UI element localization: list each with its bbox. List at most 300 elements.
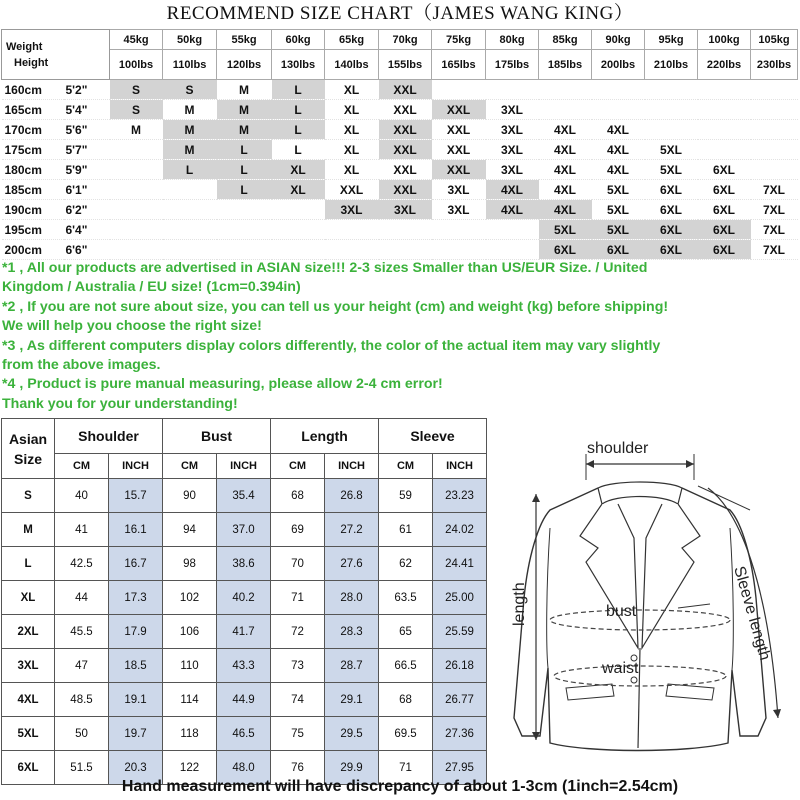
measure-inch-value: 29.5 — [325, 717, 379, 751]
measure-cm-value: 68 — [379, 683, 433, 717]
height-cm: 160cm — [2, 80, 64, 100]
size-cell: 4XL — [486, 180, 539, 200]
measure-cm-value: 65 — [379, 615, 433, 649]
measure-cm-value: 62 — [379, 547, 433, 581]
note-line: Kingdom / Australia / EU size! (1cm=0.394in) — [2, 279, 301, 296]
unit-inch-header: INCH — [433, 454, 487, 479]
weight-kg-cell: 70kg — [379, 30, 432, 50]
measure-cm-value: 70 — [271, 547, 325, 581]
size-cell: 4XL — [539, 160, 592, 180]
measure-inch-value: 37.0 — [217, 513, 271, 547]
note-line: *2 , If you are not sure about size, you can tell us your height (cm) and weight (kg) before shipping! — [2, 298, 669, 315]
sleeve-length-label: Sleeve length — [730, 564, 774, 663]
weight-lbs-cell: 130lbs — [272, 50, 325, 80]
size-cell — [379, 240, 432, 260]
unit-cm-header: CM — [379, 454, 433, 479]
size-cell — [751, 100, 798, 120]
size-cell: 4XL — [539, 180, 592, 200]
weight-lbs-cell: 220lbs — [698, 50, 751, 80]
size-cell: 6XL — [698, 180, 751, 200]
weight-kg-cell: 85kg — [539, 30, 592, 50]
size-cell: M — [163, 140, 217, 160]
size-cell: 7XL — [751, 200, 798, 220]
measure-inch-value: 19.1 — [109, 683, 163, 717]
measure-inch-value: 26.8 — [325, 479, 379, 513]
measure-row — [2, 547, 487, 581]
weight-lbs-cell: 185lbs — [539, 50, 592, 80]
height-cm: 175cm — [2, 140, 64, 160]
size-cell: 7XL — [751, 220, 798, 240]
unit-inch-header: INCH — [325, 454, 379, 479]
measure-group-header: Shoulder — [55, 419, 163, 454]
bust-label: bust — [606, 603, 637, 620]
measure-cm-value: 45.5 — [55, 615, 109, 649]
height-row — [2, 140, 798, 160]
weight-kg-cell: 45kg — [110, 30, 163, 50]
measure-inch-value: 27.95 — [433, 751, 487, 785]
measure-inch-value: 18.5 — [109, 649, 163, 683]
size-cell: L — [217, 180, 272, 200]
weight-kg-cell: 80kg — [486, 30, 539, 50]
jacket-diagram — [488, 418, 800, 776]
size-cell: 4XL — [539, 200, 592, 220]
measure-cm-value: 90 — [163, 479, 217, 513]
measure-cm-value: 59 — [379, 479, 433, 513]
size-cell — [486, 220, 539, 240]
measure-row — [2, 513, 487, 547]
chart-title: RECOMMEND SIZE CHART（JAMES WANG KING） — [166, 3, 634, 24]
weight-kg-cell: 95kg — [645, 30, 698, 50]
size-cell: 7XL — [751, 240, 798, 260]
size-cell: M — [163, 100, 217, 120]
measure-cm-value: 51.5 — [55, 751, 109, 785]
measure-inch-value: 23.23 — [433, 479, 487, 513]
size-cell — [379, 220, 432, 240]
measure-cm-value: 68 — [271, 479, 325, 513]
size-cell: 5XL — [645, 140, 698, 160]
weight-lbs-cell: 110lbs — [163, 50, 217, 80]
measure-cm-value: 74 — [271, 683, 325, 717]
size-cell: XL — [325, 140, 379, 160]
size-name: XL — [2, 581, 55, 615]
size-cell: 6XL — [698, 160, 751, 180]
height-cm: 190cm — [2, 200, 64, 220]
weight-lbs-cell: 155lbs — [379, 50, 432, 80]
measure-inch-value: 17.9 — [109, 615, 163, 649]
size-cell: 5XL — [645, 160, 698, 180]
measure-inch-value: 38.6 — [217, 547, 271, 581]
size-cell: 3XL — [432, 200, 486, 220]
size-cell — [645, 100, 698, 120]
note-line: Thank you for your understanding! — [2, 395, 238, 412]
size-cell: XXL — [325, 180, 379, 200]
asian-size-header — [2, 419, 55, 479]
measure-inch-value: 26.18 — [433, 649, 487, 683]
size-cell: 6XL — [539, 240, 592, 260]
measure-cm-value: 72 — [271, 615, 325, 649]
measure-inch-value: 24.41 — [433, 547, 487, 581]
size-cell — [698, 120, 751, 140]
measure-inch-value: 16.1 — [109, 513, 163, 547]
weight-kg-row — [2, 30, 798, 50]
measure-inch-value: 25.00 — [433, 581, 487, 615]
height-cm: 180cm — [2, 160, 64, 180]
weight-lbs-cell: 165lbs — [432, 50, 486, 80]
size-cell — [217, 220, 272, 240]
height-row — [2, 220, 798, 240]
height-ft: 5'2" — [64, 80, 110, 100]
note-line: We will help you choose the right size! — [2, 318, 262, 335]
size-cell — [217, 200, 272, 220]
unit-cm-header: CM — [271, 454, 325, 479]
unit-cm-header: CM — [55, 454, 109, 479]
measure-inch-value: 24.02 — [433, 513, 487, 547]
size-cell: XXL — [432, 100, 486, 120]
size-name: 4XL — [2, 683, 55, 717]
weight-kg-cell: 60kg — [272, 30, 325, 50]
height-ft: 5'7" — [64, 140, 110, 160]
unit-cm-header: CM — [163, 454, 217, 479]
measure-inch-value: 28.7 — [325, 649, 379, 683]
size-cell: 5XL — [592, 220, 645, 240]
measure-cm-value: 63.5 — [379, 581, 433, 615]
unit-header-row — [2, 454, 487, 479]
measure-inch-value: 17.3 — [109, 581, 163, 615]
size-cell — [110, 180, 163, 200]
size-cell — [163, 200, 217, 220]
height-ft: 5'4" — [64, 100, 110, 120]
size-cell — [592, 100, 645, 120]
measure-inch-value: 44.9 — [217, 683, 271, 717]
measure-row — [2, 649, 487, 683]
measure-cm-value: 41 — [55, 513, 109, 547]
height-cm: 165cm — [2, 100, 64, 120]
size-cell: 6XL — [698, 200, 751, 220]
size-cell: XL — [325, 100, 379, 120]
height-ft: 6'6" — [64, 240, 110, 260]
size-cell: L — [217, 160, 272, 180]
size-cell: 3XL — [486, 100, 539, 120]
size-cell — [432, 240, 486, 260]
measure-inch-value: 46.5 — [217, 717, 271, 751]
size-name: 3XL — [2, 649, 55, 683]
size-cell — [751, 140, 798, 160]
weight-lbs-cell: 200lbs — [592, 50, 645, 80]
size-cell: XXL — [432, 140, 486, 160]
size-cell: 6XL — [592, 240, 645, 260]
size-cell — [698, 100, 751, 120]
measure-cm-value: 73 — [271, 649, 325, 683]
size-name: M — [2, 513, 55, 547]
measure-row — [2, 683, 487, 717]
size-cell: 3XL — [486, 120, 539, 140]
size-cell: M — [163, 120, 217, 140]
height-row — [2, 180, 798, 200]
height-row — [2, 120, 798, 140]
size-cell: 4XL — [539, 120, 592, 140]
note-line: from the above images. — [2, 357, 161, 374]
measure-row — [2, 717, 487, 751]
size-cell: 4XL — [592, 140, 645, 160]
shoulder-label: shoulder — [587, 440, 649, 457]
size-cell: XXL — [379, 140, 432, 160]
measurement-table — [1, 418, 487, 785]
height-cm: 195cm — [2, 220, 64, 240]
weight-lbs-cell: 140lbs — [325, 50, 379, 80]
measure-row — [2, 581, 487, 615]
size-cell: XL — [325, 80, 379, 100]
weight-kg-cell: 90kg — [592, 30, 645, 50]
height-cm: 185cm — [2, 180, 64, 200]
height-ft: 6'1" — [64, 180, 110, 200]
measure-inch-value: 28.0 — [325, 581, 379, 615]
note-line: *4 , Product is pure manual measuring, please allow 2-4 cm error! — [2, 376, 443, 393]
size-cell: 7XL — [751, 180, 798, 200]
size-cell: 6XL — [645, 220, 698, 240]
measure-inch-value: 27.2 — [325, 513, 379, 547]
size-name: S — [2, 479, 55, 513]
size-name: 6XL — [2, 751, 55, 785]
height-cm: 170cm — [2, 120, 64, 140]
note-line: *3 , As different computers display colors differently, the color of the actual item may vary slightly — [2, 337, 661, 354]
size-cell: XXL — [379, 80, 432, 100]
unit-inch-header: INCH — [109, 454, 163, 479]
size-cell: S — [110, 80, 163, 100]
size-cell — [645, 120, 698, 140]
size-cell: 4XL — [486, 200, 539, 220]
size-cell — [110, 220, 163, 240]
size-cell: 4XL — [592, 160, 645, 180]
size-cell — [539, 100, 592, 120]
height-ft: 5'6" — [64, 120, 110, 140]
size-cell — [325, 220, 379, 240]
size-cell: XL — [272, 160, 325, 180]
height-row — [2, 200, 798, 220]
measure-row — [2, 615, 487, 649]
measure-cm-value: 61 — [379, 513, 433, 547]
size-cell: XXL — [379, 180, 432, 200]
waist-label: waist — [602, 660, 639, 677]
size-cell: L — [272, 120, 325, 140]
measure-cm-value: 114 — [163, 683, 217, 717]
size-cell: 6XL — [645, 180, 698, 200]
measure-inch-value: 28.3 — [325, 615, 379, 649]
unit-inch-header: INCH — [217, 454, 271, 479]
size-cell: XL — [325, 160, 379, 180]
measure-cm-value: 71 — [379, 751, 433, 785]
measure-cm-value: 75 — [271, 717, 325, 751]
size-cell: 5XL — [592, 200, 645, 220]
measure-cm-value: 94 — [163, 513, 217, 547]
height-row — [2, 160, 798, 180]
size-cell — [272, 220, 325, 240]
height-label: Height — [14, 56, 49, 69]
recommend-size-table — [1, 29, 798, 260]
size-cell: 6XL — [698, 220, 751, 240]
measure-cm-value: 40 — [55, 479, 109, 513]
size-cell: M — [217, 120, 272, 140]
size-cell: 5XL — [592, 180, 645, 200]
asian-label: Asian — [8, 430, 48, 447]
measure-cm-value: 69 — [271, 513, 325, 547]
measure-cm-value: 106 — [163, 615, 217, 649]
measure-cm-value: 102 — [163, 581, 217, 615]
size-cell — [163, 240, 217, 260]
weight-kg-cell: 100kg — [698, 30, 751, 50]
size-cell — [272, 240, 325, 260]
size-cell: 5XL — [539, 220, 592, 240]
measure-inch-value: 29.1 — [325, 683, 379, 717]
size-cell: L — [217, 140, 272, 160]
measure-cm-value: 66.5 — [379, 649, 433, 683]
size-name: L — [2, 547, 55, 581]
size-cell — [110, 240, 163, 260]
weight-lbs-row — [2, 50, 798, 80]
measure-inch-value: 15.7 — [109, 479, 163, 513]
measure-inch-value: 48.0 — [217, 751, 271, 785]
measure-inch-value: 26.77 — [433, 683, 487, 717]
note-line: *1 , All our products are advertised in ASIAN size!!! 2-3 sizes Smaller than US/EUR Size. / United — [2, 260, 648, 276]
measure-cm-value: 71 — [271, 581, 325, 615]
height-row — [2, 80, 798, 100]
size-cell: XL — [325, 120, 379, 140]
size-cell: XXL — [379, 100, 432, 120]
measure-inch-value: 16.7 — [109, 547, 163, 581]
measure-cm-value: 50 — [55, 717, 109, 751]
size-cell: 6XL — [645, 200, 698, 220]
weight-kg-cell: 65kg — [325, 30, 379, 50]
size-cell: S — [163, 80, 217, 100]
measure-inch-value: 20.3 — [109, 751, 163, 785]
size-name: 5XL — [2, 717, 55, 751]
size-cell: XXL — [432, 160, 486, 180]
size-cell: 3XL — [486, 160, 539, 180]
size-cell — [539, 80, 592, 100]
measure-inch-value: 35.4 — [217, 479, 271, 513]
measure-cm-value: 76 — [271, 751, 325, 785]
size-cell — [486, 80, 539, 100]
size-cell: XXL — [379, 120, 432, 140]
size-cell: M — [217, 100, 272, 120]
footer-note: Hand measurement will have discrepancy of about 1-3cm (1inch=2.54cm) — [121, 778, 679, 795]
size-cell: 3XL — [379, 200, 432, 220]
size-cell: L — [163, 160, 217, 180]
measure-inch-value: 27.36 — [433, 717, 487, 751]
measure-inch-value: 25.59 — [433, 615, 487, 649]
measure-cm-value: 118 — [163, 717, 217, 751]
weight-lbs-cell: 120lbs — [217, 50, 272, 80]
size-cell — [698, 140, 751, 160]
size-cell — [645, 80, 698, 100]
size-cell: M — [110, 120, 163, 140]
measure-inch-value: 19.7 — [109, 717, 163, 751]
size-cell — [110, 160, 163, 180]
measure-cm-value: 42.5 — [55, 547, 109, 581]
measure-inch-value: 40.2 — [217, 581, 271, 615]
size-cell — [110, 200, 163, 220]
size-cell — [272, 200, 325, 220]
height-row — [2, 240, 798, 260]
size-cell — [217, 240, 272, 260]
height-ft: 5'9" — [64, 160, 110, 180]
weight-height-header — [2, 30, 110, 80]
measure-group-header: Sleeve — [379, 419, 487, 454]
measure-cm-value: 47 — [55, 649, 109, 683]
size-cell — [486, 240, 539, 260]
size-cell — [432, 80, 486, 100]
weight-lbs-cell: 230lbs — [751, 50, 798, 80]
size-cell — [163, 220, 217, 240]
jacket-illustration — [488, 418, 800, 776]
measure-group-header: Length — [271, 419, 379, 454]
size-notes — [2, 259, 798, 414]
measure-cm-value: 98 — [163, 547, 217, 581]
size-cell: L — [272, 80, 325, 100]
size-cell: 3XL — [432, 180, 486, 200]
weight-kg-cell: 50kg — [163, 30, 217, 50]
weight-label: Weight — [6, 40, 43, 53]
height-row — [2, 100, 798, 120]
weight-lbs-cell: 210lbs — [645, 50, 698, 80]
measure-cm-value: 69.5 — [379, 717, 433, 751]
weight-lbs-cell: 175lbs — [486, 50, 539, 80]
size-cell: XXL — [432, 120, 486, 140]
weight-kg-cell: 105kg — [751, 30, 798, 50]
size-cell — [751, 120, 798, 140]
measure-inch-value: 43.3 — [217, 649, 271, 683]
size-cell: L — [272, 140, 325, 160]
measure-cm-value: 48.5 — [55, 683, 109, 717]
size-cell: 3XL — [486, 140, 539, 160]
size-cell — [751, 80, 798, 100]
size-cell — [432, 220, 486, 240]
size-cell: 6XL — [645, 240, 698, 260]
measure-inch-value: 27.6 — [325, 547, 379, 581]
size-cell: 6XL — [698, 240, 751, 260]
measure-cm-value: 110 — [163, 649, 217, 683]
size-cell: XXL — [379, 160, 432, 180]
size-cell — [110, 140, 163, 160]
size-name: 2XL — [2, 615, 55, 649]
size-cell: XL — [272, 180, 325, 200]
size-cell — [163, 180, 217, 200]
size-cell — [751, 160, 798, 180]
measure-header-row — [2, 419, 487, 454]
height-cm: 200cm — [2, 240, 64, 260]
measure-cm-value: 122 — [163, 751, 217, 785]
size-cell: 4XL — [539, 140, 592, 160]
measure-cm-value: 44 — [55, 581, 109, 615]
measure-group-header: Bust — [163, 419, 271, 454]
weight-lbs-cell: 100lbs — [110, 50, 163, 80]
height-ft: 6'2" — [64, 200, 110, 220]
size-cell: 3XL — [325, 200, 379, 220]
measure-inch-value: 41.7 — [217, 615, 271, 649]
size-cell: M — [217, 80, 272, 100]
measure-inch-value: 29.9 — [325, 751, 379, 785]
height-ft: 6'4" — [64, 220, 110, 240]
weight-kg-cell: 55kg — [217, 30, 272, 50]
size-cell — [592, 80, 645, 100]
size-cell — [325, 240, 379, 260]
size-cell — [698, 80, 751, 100]
weight-kg-cell: 75kg — [432, 30, 486, 50]
length-label: length — [511, 582, 528, 626]
size-cell: S — [110, 100, 163, 120]
size-cell: L — [272, 100, 325, 120]
measure-row — [2, 479, 487, 513]
size-label: Size — [13, 450, 42, 467]
